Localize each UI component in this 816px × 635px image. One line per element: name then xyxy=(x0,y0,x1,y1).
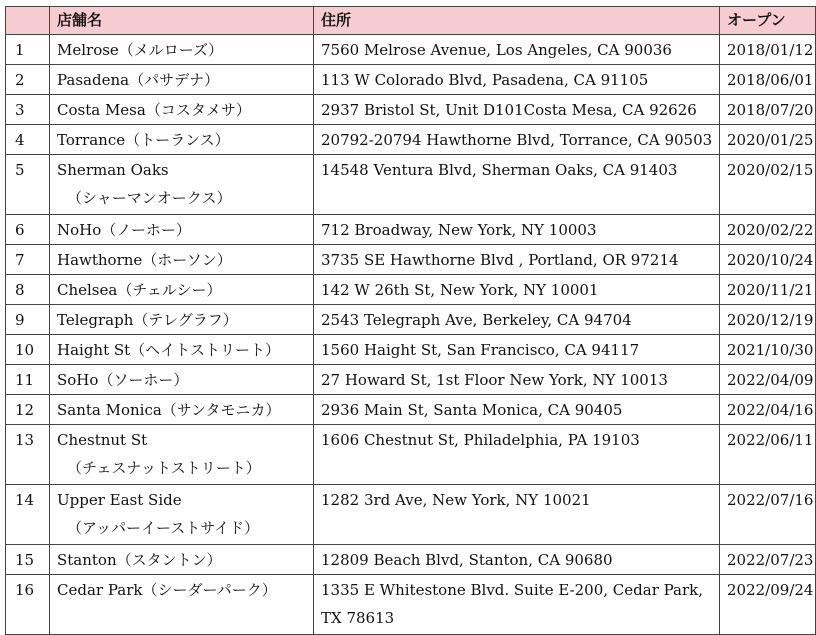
open-date: 2022/04/16 xyxy=(720,395,816,425)
address-cell xyxy=(314,155,720,215)
table-row xyxy=(6,245,816,275)
address-cell xyxy=(314,215,720,245)
address: 7560 Melrose Avenue, Los Angeles, CA 90036 xyxy=(321,41,672,59)
store-name: Hawthorne（ホーソン） xyxy=(57,251,232,269)
table-row xyxy=(6,65,816,95)
address: 2543 Telegraph Ave, Berkeley, CA 94704 xyxy=(321,311,632,329)
header-num xyxy=(6,7,50,35)
address-cell xyxy=(314,95,720,125)
table-row xyxy=(6,305,816,335)
store-name-cell xyxy=(50,395,314,425)
address-line-2: TX 78613 xyxy=(321,609,395,627)
store-name: Haight St（ヘイトストリート） xyxy=(57,341,281,359)
table-row xyxy=(6,95,816,125)
open-date: 2020/01/25 xyxy=(720,125,816,155)
open-date: 2022/07/23 xyxy=(720,545,816,575)
table-row xyxy=(6,575,816,635)
address-cell xyxy=(314,275,720,305)
address: 14548 Ventura Blvd, Sherman Oaks, CA 91403 xyxy=(321,161,678,179)
row-number: 14 xyxy=(6,485,50,545)
row-number: 8 xyxy=(6,275,50,305)
open-date: 2018/06/01 xyxy=(720,65,816,95)
row-number: 15 xyxy=(6,545,50,575)
address-cell xyxy=(314,335,720,365)
row-number: 11 xyxy=(6,365,50,395)
store-name-cell xyxy=(50,65,314,95)
address: 12809 Beach Blvd, Stanton, CA 90680 xyxy=(321,551,613,569)
address-cell xyxy=(314,365,720,395)
address: 20792-20794 Hawthorne Blvd, Torrance, CA 90503 xyxy=(321,131,713,149)
row-number: 16 xyxy=(6,575,50,635)
store-name-cell xyxy=(50,125,314,155)
open-date: 2021/10/30 xyxy=(720,335,816,365)
store-name: Chelsea（チェルシー） xyxy=(57,281,222,299)
table-row xyxy=(6,215,816,245)
table-row xyxy=(6,35,816,65)
row-number: 1 xyxy=(6,35,50,65)
address: 712 Broadway, New York, NY 10003 xyxy=(321,221,597,239)
store-name-cell xyxy=(50,215,314,245)
store-name: Chestnut St xyxy=(57,431,148,449)
table-row xyxy=(6,155,816,215)
row-number: 5 xyxy=(6,155,50,215)
open-date: 2018/01/12 xyxy=(720,35,816,65)
address-cell xyxy=(314,425,720,485)
address: 1560 Haight St, San Francisco, CA 94117 xyxy=(321,341,640,359)
store-name-cell xyxy=(50,155,314,215)
store-name: Telegraph（テレグラフ） xyxy=(57,311,238,329)
table-row xyxy=(6,125,816,155)
row-number: 12 xyxy=(6,395,50,425)
header-store-name: 店舗名 xyxy=(50,7,314,35)
store-name-cell xyxy=(50,545,314,575)
open-date: 2020/10/24 xyxy=(720,245,816,275)
store-table xyxy=(5,6,816,635)
open-date: 2020/12/19 xyxy=(720,305,816,335)
open-date: 2022/06/11 xyxy=(720,425,816,485)
address-cell xyxy=(314,35,720,65)
row-number: 2 xyxy=(6,65,50,95)
table-row xyxy=(6,335,816,365)
store-name: Melrose（メルローズ） xyxy=(57,41,224,59)
store-name: Pasadena（パサデナ） xyxy=(57,71,220,89)
address-cell xyxy=(314,65,720,95)
store-name-kana: （チェスナットストリート） xyxy=(67,459,261,477)
header-open-date: オープン xyxy=(720,7,816,35)
open-date: 2020/02/22 xyxy=(720,215,816,245)
address-cell xyxy=(314,125,720,155)
store-name-kana: （アッパーイーストサイド） xyxy=(67,519,260,537)
store-name-cell xyxy=(50,245,314,275)
row-number: 6 xyxy=(6,215,50,245)
store-name-cell xyxy=(50,335,314,365)
row-number: 13 xyxy=(6,425,50,485)
address-cell xyxy=(314,305,720,335)
address: 27 Howard St, 1st Floor New York, NY 10013 xyxy=(321,371,668,389)
address: 3735 SE Hawthorne Blvd , Portland, OR 97214 xyxy=(321,251,679,269)
table-row xyxy=(6,425,816,485)
address: 1335 E Whitestone Blvd. Suite E-200, Cedar Park, xyxy=(321,581,704,599)
address: 2936 Main St, Santa Monica, CA 90405 xyxy=(321,401,623,419)
store-table-body xyxy=(6,35,816,635)
address-cell xyxy=(314,395,720,425)
row-number: 9 xyxy=(6,305,50,335)
table-row xyxy=(6,395,816,425)
header-address: 住所 xyxy=(314,7,720,35)
store-name-cell xyxy=(50,575,314,635)
open-date: 2018/07/20 xyxy=(720,95,816,125)
store-name: Santa Monica（サンタモニカ） xyxy=(57,401,281,419)
address: 113 W Colorado Blvd, Pasadena, CA 91105 xyxy=(321,71,649,89)
store-name: NoHo（ノーホー） xyxy=(57,221,191,239)
open-date: 2020/02/15 xyxy=(720,155,816,215)
address: 1282 3rd Ave, New York, NY 10021 xyxy=(321,491,591,509)
open-date: 2022/07/16 xyxy=(720,485,816,545)
store-name-cell xyxy=(50,275,314,305)
address: 142 W 26th St, New York, NY 10001 xyxy=(321,281,599,299)
store-name: Stanton（スタントン） xyxy=(57,551,222,569)
open-date: 2022/04/09 xyxy=(720,365,816,395)
table-row xyxy=(6,275,816,305)
store-name-cell xyxy=(50,425,314,485)
address-cell xyxy=(314,575,720,635)
open-date: 2022/09/24 xyxy=(720,575,816,635)
store-name-cell xyxy=(50,35,314,65)
address: 1606 Chestnut St, Philadelphia, PA 19103 xyxy=(321,431,640,449)
store-name: Sherman Oaks xyxy=(57,161,169,179)
store-name-cell xyxy=(50,365,314,395)
row-number: 10 xyxy=(6,335,50,365)
open-date: 2020/11/21 xyxy=(720,275,816,305)
address-cell xyxy=(314,245,720,275)
row-number: 7 xyxy=(6,245,50,275)
store-name: Upper East Side xyxy=(57,491,182,509)
header-row xyxy=(6,7,816,35)
address-cell xyxy=(314,485,720,545)
store-name-cell xyxy=(50,95,314,125)
store-name: Cedar Park（シーダーパーク） xyxy=(57,581,277,599)
store-name-cell xyxy=(50,305,314,335)
store-name: Costa Mesa（コスタメサ） xyxy=(57,101,251,119)
row-number: 4 xyxy=(6,125,50,155)
table-row xyxy=(6,485,816,545)
store-name: Torrance（トーランス） xyxy=(57,131,230,149)
store-name-cell xyxy=(50,485,314,545)
table-row xyxy=(6,545,816,575)
store-table-header xyxy=(6,7,816,35)
row-number: 3 xyxy=(6,95,50,125)
table-row xyxy=(6,365,816,395)
address-cell xyxy=(314,545,720,575)
address: 2937 Bristol St, Unit D101Costa Mesa, CA 92626 xyxy=(321,101,697,119)
store-name: SoHo（ソーホー） xyxy=(57,371,189,389)
store-name-kana: （シャーマンオークス） xyxy=(67,189,232,207)
